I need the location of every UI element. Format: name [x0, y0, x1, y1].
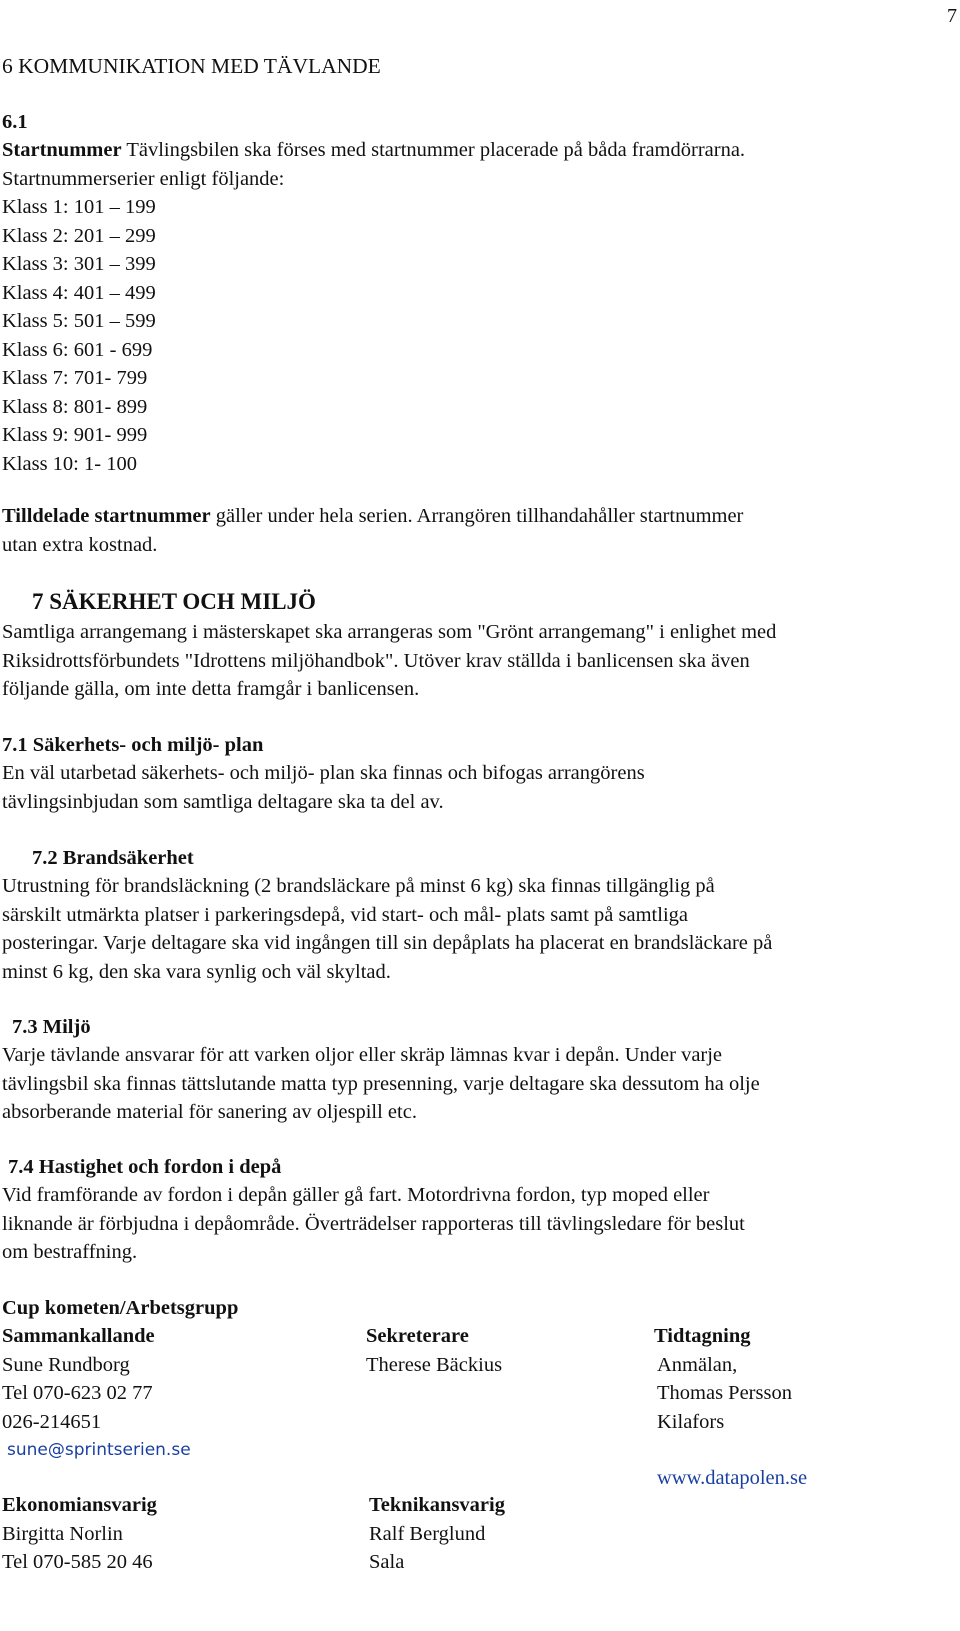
- startnummer-bold: Startnummer: [2, 139, 122, 161]
- section-7-body: [2, 618, 958, 704]
- class-item: Klass 2: 201 – 299: [2, 224, 156, 247]
- assigned-paragraph: [2, 502, 958, 559]
- section-7-line: Riksidrottsförbundets "Idrottens miljöhandbok". Utöver krav ställda i banlicensen ska även: [2, 649, 750, 672]
- ekonomi-phone: Tel 070-585 20 46: [2, 1551, 153, 1573]
- section-7-4-line: liknande är förbjudna i depåområde. Överträdelser rapporteras till tävlingsledare för beslut: [2, 1212, 745, 1235]
- section-7-4-body: [2, 1181, 958, 1267]
- sammankallande-phone1: Tel 070-623 02 77: [2, 1382, 153, 1404]
- section-7-2-body: [2, 872, 958, 986]
- class-item: Klass 6: 601 - 699: [2, 338, 153, 361]
- class-item: Klass 8: 801- 899: [2, 395, 148, 418]
- assigned-bold: Tilldelade startnummer: [2, 505, 211, 527]
- sekreterare-title: Sekreterare: [366, 1325, 469, 1347]
- section-7-line: Samtliga arrangemang i mästerskapet ska arrangeras som "Grönt arrangemang" i enlighet med: [2, 621, 777, 643]
- section-7-2-line: särskilt utmärkta platser i parkeringsdepå, vid start- och mål- plats samt på samtliga: [2, 903, 688, 926]
- class-item: Klass 1: 101 – 199: [2, 196, 156, 218]
- section-6-1-number: 6.1: [2, 111, 28, 133]
- section-7-3-body: [2, 1041, 958, 1127]
- section-7-3-title: 7.3 Miljö: [12, 1016, 91, 1038]
- sammankallande-name: Sune Rundborg: [2, 1353, 130, 1376]
- sammankallande-block: [2, 1322, 155, 1436]
- startnummer-line: [2, 136, 958, 165]
- tidtagning-block: [654, 1322, 792, 1436]
- section-7-line: följande gälla, om inte detta framgår i banlicensen.: [2, 678, 420, 700]
- sammankallande-title: Sammankallande: [2, 1325, 155, 1347]
- section-7-1-title: 7.1 Säkerhets- och miljö- plan: [2, 734, 264, 756]
- teknik-title: Teknikansvarig: [369, 1494, 505, 1516]
- section-7-4-line: om bestraffning.: [2, 1241, 138, 1263]
- ekonomi-block: [2, 1491, 157, 1577]
- class-item: Klass 5: 501 – 599: [2, 310, 156, 332]
- section-7-2-title: 7.2 Brandsäkerhet: [32, 847, 194, 869]
- section-7-3-line: Varje tävlande ansvarar för att varken oljor eller skräp lämnas kvar i depån. Under varje: [2, 1044, 723, 1066]
- section-7-4-title: 7.4 Hastighet och fordon i depå: [8, 1156, 282, 1178]
- section-7-1-body: [2, 759, 958, 816]
- section-7-1-line: tävlingsinbjudan som samtliga deltagare ska ta del av.: [2, 790, 444, 813]
- section-7-1-line: En väl utarbetad säkerhets- och miljö- plan ska finnas och bifogas arrangörens: [2, 762, 645, 784]
- section-7-2-line: minst 6 kg, den ska vara synlig och väl skyltad.: [2, 960, 391, 983]
- series-label: Startnummerserier enligt följande:: [2, 167, 285, 190]
- assigned-text-2: utan extra kostnad.: [2, 533, 158, 556]
- class-item: Klass 4: 401 – 499: [2, 281, 156, 304]
- sammankallande-email-link[interactable]: sune@sprintserien.se: [7, 1440, 191, 1460]
- tidtagning-line1: Anmälan,: [657, 1353, 738, 1376]
- section-7-2-line: Utrustning för brandsläckning (2 brandsläckare på minst 6 kg) ska finnas tillgänglig på: [2, 875, 715, 897]
- tidtagning-url-link[interactable]: www.datapolen.se: [657, 1467, 808, 1489]
- class-item: Klass 10: 1- 100: [2, 452, 137, 475]
- teknik-name: Ralf Berglund: [369, 1522, 486, 1545]
- section-7-2-line: posteringar. Varje deltagare ska vid ingången till sin depåplats ha placerat en brandsläckare på: [2, 932, 773, 954]
- sammankallande-phone2: 026-214651: [2, 1410, 102, 1433]
- group-title: Cup kometen/Arbetsgrupp: [2, 1297, 239, 1319]
- section-6-1-body: [2, 136, 958, 478]
- class-item: Klass 7: 701- 799: [2, 367, 148, 389]
- teknik-place: Sala: [369, 1551, 405, 1573]
- tidtagning-title: Tidtagning: [654, 1325, 751, 1347]
- sekreterare-name: Therese Bäckius: [366, 1353, 503, 1376]
- assigned-text-1: gäller under hela serien. Arrangören tillhandahåller startnummer: [210, 505, 744, 527]
- class-item: Klass 9: 901- 999: [2, 424, 148, 446]
- startnummer-text: Tävlingsbilen ska förses med startnummer placerade på båda framdörrarna.: [121, 139, 746, 161]
- ekonomi-title: Ekonomiansvarig: [2, 1494, 157, 1516]
- section-7-4-line: Vid framförande av fordon i depån gäller gå fart. Motordrivna fordon, typ moped eller: [2, 1184, 710, 1206]
- section-6-heading: 6 KOMMUNIKATION MED TÄVLANDE: [2, 54, 381, 78]
- section-7-3-line: absorberande material för sanering av oljespill etc.: [2, 1101, 417, 1123]
- class-item: Klass 3: 301 – 399: [2, 253, 156, 275]
- section-7-heading: 7 SÄKERHET OCH MILJÖ: [32, 589, 316, 614]
- tidtagning-line3: Kilafors: [657, 1410, 725, 1433]
- tidtagning-line2: Thomas Persson: [657, 1382, 792, 1404]
- section-7-3-line: tävlingsbil ska finnas tättslutande matta typ presenning, varje deltagare ska dessutom ha olje: [2, 1072, 760, 1095]
- ekonomi-name: Birgitta Norlin: [2, 1522, 123, 1545]
- sekreterare-block: [366, 1322, 502, 1379]
- page-number: 7: [947, 5, 957, 27]
- teknik-block: [369, 1491, 505, 1577]
